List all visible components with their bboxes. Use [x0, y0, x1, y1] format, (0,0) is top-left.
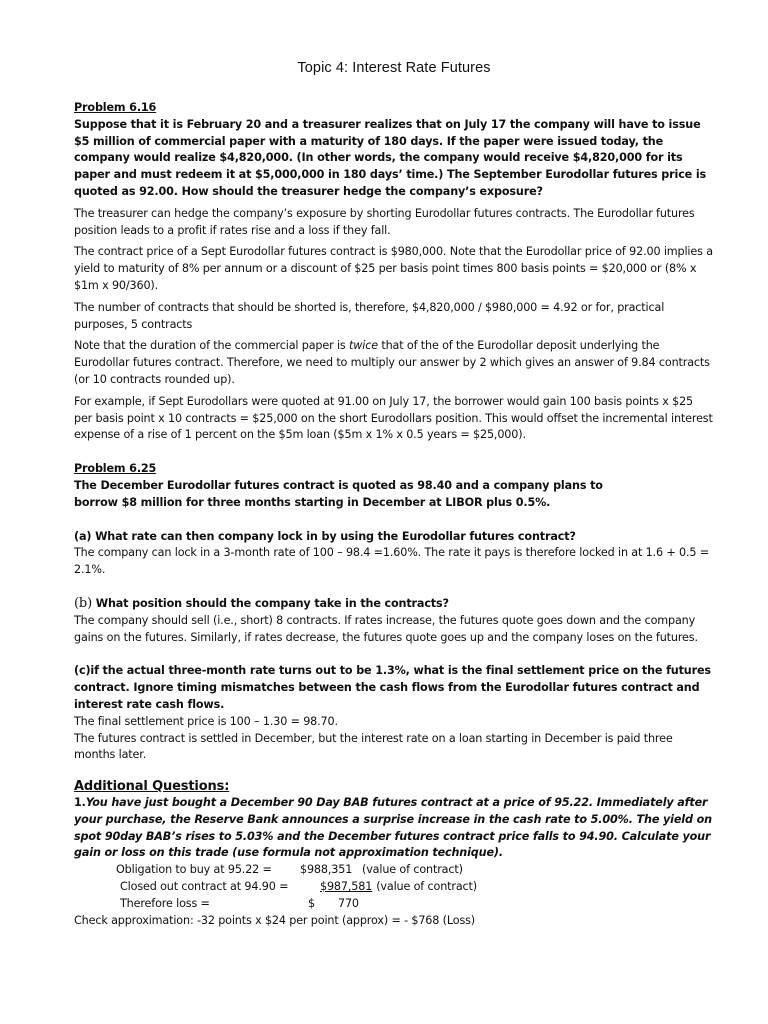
problem-6-25-question-line-1: The December Eurodollar futures contract is quoted as 98.40 and a company plans to [74, 478, 603, 492]
problem-6-16-answer-para-4 [74, 338, 714, 388]
loss-label: Therefore loss = [120, 896, 210, 910]
problem-6-25-heading: Problem 6.25 [74, 462, 157, 476]
part-b-answer: The company should sell (i.e., short) 8 contracts. If rates increase, the futures quote goes down and the company gains on the futures. Similarly, if rates decrease, the futures quote goes up and the company loses on the futures. [74, 613, 698, 644]
part-b-label: (b) [74, 595, 93, 611]
calc-row-loss [74, 896, 714, 913]
problem-6-16-answer-para-3: The number of contracts that should be shorted is, therefore, $4,820,000 / $980,000 = 4.92 or for, practical purposes, 5 contracts [74, 300, 665, 331]
closed-out-note: (value of contract) [376, 880, 477, 894]
problem-6-16-answer-para-5: For example, if Sept Eurodollars were quoted at 91.00 on July 17, the borrower would gain 100 basis points x $25 per basis point x 10 contracts = $25,000 on the short Eurodollars position. This would offset the incremental interest expense of a rise of 1 percent on the $5m loan ($5m x 1% x 0.5 years = $25,000). [74, 394, 713, 442]
obligation-value: $988,351 [300, 863, 353, 877]
page-title: Topic 4: Interest Rate Futures [297, 60, 491, 76]
closed-out-label: Closed out contract at 94.90 = [120, 880, 289, 894]
problem-6-25-section [74, 461, 714, 764]
problem-6-16-section [74, 100, 714, 444]
problem-6-25-question-line-2: borrow $8 million for three months starting in December at LIBOR plus 0.5%. [74, 495, 551, 509]
closed-out-value: $987,581 [320, 880, 373, 894]
additional-questions-section [74, 778, 714, 929]
calc-row-closed-out [74, 879, 714, 896]
para-4-text-end: that of the of the Eurodollar deposit underlying the Eurodollar futures contract. Therefore, we need to multiply our answer by 2 which gives an answer of 9.84 contracts (or 10 contracts rounded up). [74, 339, 710, 386]
check-approximation: Check approximation: -32 points x $24 per point (approx) = - $768 (Loss) [74, 913, 476, 927]
part-b-question [74, 596, 714, 613]
part-c-answer-1: The final settlement price is 100 – 1.30 = 98.70. [74, 714, 338, 728]
problem-6-16-heading: Problem 6.16 [74, 101, 157, 114]
part-c-question: (c)if the actual three-month rate turns out to be 1.3%, what is the final settlement price on the futures contract. Ignore timing mismatches between the cash flows from the Eurodollar futures contract and interest rate cash flows. [74, 664, 711, 711]
problem-6-16-question: Suppose that it is February 20 and a treasurer realizes that on July 17 the company will have to issue $5 million of commercial paper with a maturity of 180 days. If the paper were issued today, the company would realize $4,820,000. (In other words, the company would receive $4,820,000 for its paper and must redeem it at $5,000,000 in 180 days’ time.) The September Eurodollar futures price is quoted as 92.00. How should the treasurer hedge the company’s exposure? [74, 117, 707, 198]
question-1-number: 1. [74, 796, 86, 810]
problem-6-16-answer-para-2: The contract price of a Sept Eurodollar futures contract is $980,000. Note that the Eurodollar price of 92.00 implies a yield to maturity of 8% per annum or a discount of $25 per basis point times 800 basis points = $20,000 or (8% x $1m x 90/360). [74, 245, 713, 292]
calc-row-obligation [74, 862, 714, 879]
part-c-answer-2: The futures contract is settled in December, but the interest rate on a loan starting in December is paid three months later. [74, 731, 673, 762]
para-4-emphasis: twice [349, 339, 378, 353]
obligation-label: Obligation to buy at 95.22 = [116, 863, 272, 877]
part-a-question: (a) What rate can then company lock in by using the Eurodollar futures contract? [74, 529, 576, 543]
loss-currency: $ [308, 896, 315, 910]
question-1-text: You have just bought a December 90 Day BAB futures contract at a price of 95.22. Immediately after your purchase, the Reserve Bank announces a surprise increase in the cash rate to 5.00%. The yield on spot 90day BAB’s rises to 5.03% and the December futures contract price falls to 94.90. Calculate your gain or loss on this trade (use formula not approximation technique). [74, 796, 712, 860]
part-a-answer: The company can lock in a 3-month rate of 100 – 98.4 =1.60%. The rate it pays is therefore locked in at 1.6 + 0.5 = 2.1%. [74, 546, 709, 577]
part-b-question-text: What position should the company take in the contracts? [92, 596, 449, 610]
para-4-text-start: Note that the duration of the commercial paper is [74, 339, 350, 353]
obligation-note: (value of contract) [362, 863, 463, 877]
problem-6-16-answer-para-1: The treasurer can hedge the company’s exposure by shorting Eurodollar futures contracts. The Eurodollar futures position leads to a profit if rates rise and a loss if they fall. [74, 206, 695, 237]
document-page [74, 60, 714, 929]
loss-value: 770 [338, 896, 359, 910]
additional-question-1 [74, 795, 714, 862]
additional-questions-heading: Additional Questions: [74, 779, 230, 795]
